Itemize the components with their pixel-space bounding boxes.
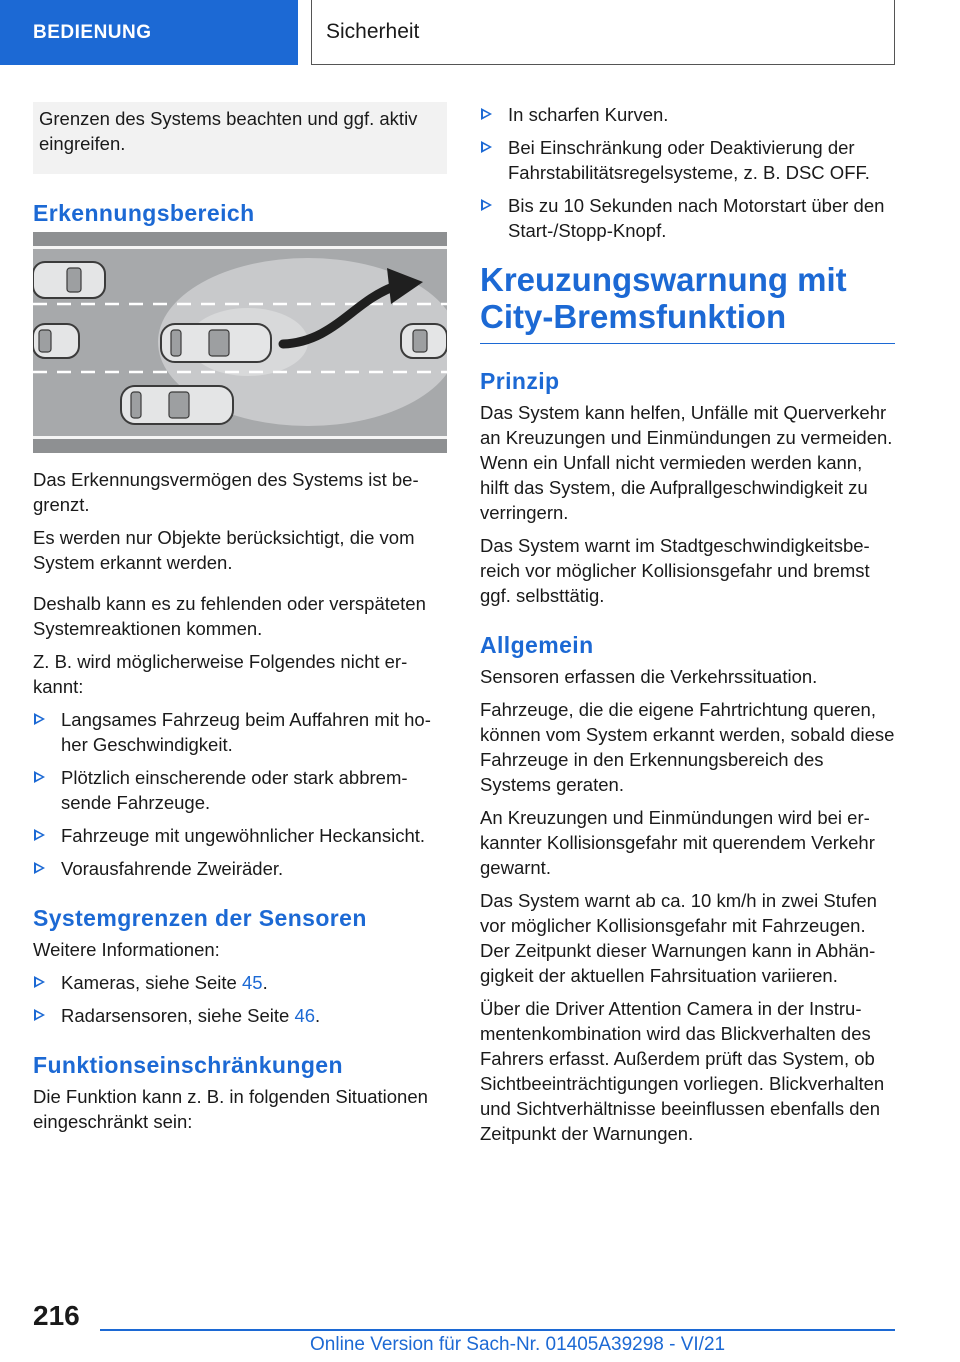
- page-link-46[interactable]: 46: [294, 1005, 316, 1026]
- left-column: [33, 102, 447, 1142]
- paragraph: Sensoren erfassen die Verkehrssituation.: [480, 666, 818, 687]
- list-item: Radarsensoren, siehe Seite 46.: [33, 1003, 447, 1028]
- paragraph: An Kreuzungen und Einmündungen wird bei erkannter Kollisionsgefahr mit querendem Verkehr gewarnt.: [480, 807, 875, 878]
- triangle-bullet-icon: [481, 199, 492, 211]
- chapter-label: Sicherheit: [326, 20, 420, 43]
- heading-systemgrenzen: Systemgrenzen der Sensoren: [33, 905, 367, 931]
- triangle-bullet-icon: [34, 1009, 45, 1021]
- note-text: Grenzen des Systems beachten und ggf. aktiv eingreifen.: [39, 108, 418, 154]
- triangle-bullet-icon: [481, 141, 492, 153]
- section-label: BEDIENUNG: [33, 21, 152, 43]
- list-item: Kameras, siehe Seite 45.: [33, 970, 447, 995]
- list-item: In scharfen Kurven.: [480, 102, 895, 127]
- list-item: Fahrzeuge mit ungewöhnlicher Heckansicht.: [33, 823, 447, 848]
- footer-divider: [100, 1329, 895, 1331]
- paragraph: Weitere Informationen:: [33, 939, 220, 960]
- chapter-title: Kreuzungswarnung mit City-Bremsfunktion: [480, 261, 895, 344]
- paragraph: Es werden nur Objekte berücksichtigt, die vom System erkannt werden.: [33, 527, 415, 573]
- paragraph: Das System kann helfen, Unfälle mit Querverkehr an Kreuzungen und Einmündungen zu vermeiden. Wenn ein Unfall nicht vermieden werden kann, hilft das System, die Aufprallgeschwindigkeit zu verringern.: [480, 402, 893, 523]
- paragraph: Z. B. wird möglicherweise Folgendes nicht erkannt:: [33, 651, 408, 697]
- paragraph: Das Erkennungsvermögen des Systems ist begrenzt.: [33, 469, 419, 515]
- triangle-bullet-icon: [34, 713, 45, 725]
- section-tab: [0, 0, 298, 65]
- paragraph: Über die Driver Attention Camera in der Instrumentenkombination wird das Blickverhalten des Fahrers erfasst. Außerdem prüft das System, ob Sichtbeeinträchtigungen vorliegen. Blickverhalten und Sichtverhältnisse beeinflussen ebenfalls den Zeitpunkt der Warnungen.: [480, 998, 885, 1144]
- situations-list: [480, 102, 895, 243]
- heading-funktionseinschraenkungen: Funktionseinschränkungen: [33, 1052, 343, 1078]
- list-item: Langsames Fahrzeug beim Auffahren mit hoher Geschwindigkeit.: [33, 707, 447, 757]
- list-item: Bis zu 10 Sekunden nach Motorstart über den Start-/Stopp-Knopf.: [480, 193, 895, 243]
- paragraph: Deshalb kann es zu fehlenden oder verspäteten Systemreaktionen kommen.: [33, 593, 426, 639]
- online-version-note: Online Version für Sach-Nr. 01405A39298 - VI/21: [310, 1334, 726, 1355]
- page-number: 216: [33, 1300, 80, 1331]
- paragraph: Das System warnt im Stadtgeschwindigkeitsbereich vor möglicher Kollisionsgefahr und bremst ggf. selbsttätig.: [480, 535, 870, 606]
- heading-prinzip: Prinzip: [480, 368, 560, 394]
- detection-range-illustration: [33, 232, 447, 453]
- triangle-bullet-icon: [34, 862, 45, 874]
- sensor-links-list: [33, 970, 447, 1028]
- page-link-45[interactable]: 45: [241, 972, 263, 993]
- triangle-bullet-icon: [481, 108, 492, 120]
- paragraph: Die Funktion kann z. B. in folgenden Situationen eingeschränkt sein:: [33, 1086, 428, 1132]
- triangle-bullet-icon: [34, 976, 45, 988]
- list-item: Vorausfahrende Zweiräder.: [33, 856, 447, 881]
- triangle-bullet-icon: [34, 771, 45, 783]
- paragraph: Das System warnt ab ca. 10 km/h in zwei Stufen vor möglicher Kollisionsgefahr mit Fahrzeugen. Der Zeitpunkt dieser Warnungen kann in Abhängigkeit der aktuellen Fahrsituation variieren.: [480, 890, 877, 986]
- paragraph: Fahrzeuge, die die eigene Fahrtrichtung queren, können vom System erkannt werden, sobald diese Fahrzeuge in den Erkennungsbereich des Systems geraten.: [480, 699, 895, 795]
- chapter-header: [311, 0, 895, 65]
- heading-allgemein: Allgemein: [480, 632, 594, 658]
- triangle-bullet-icon: [34, 829, 45, 841]
- right-column: [480, 102, 895, 1154]
- list-item: Bei Einschränkung oder Deaktivierung der Fahrstabilitätsregelsysteme, z. B. DSC OFF.: [480, 135, 895, 185]
- list-item: Plötzlich einscherende oder stark abbremsende Fahrzeuge.: [33, 765, 447, 815]
- limitations-list: [33, 707, 447, 881]
- note-box: [33, 102, 447, 174]
- heading-erkennungsbereich: Erkennungsbereich: [33, 200, 255, 226]
